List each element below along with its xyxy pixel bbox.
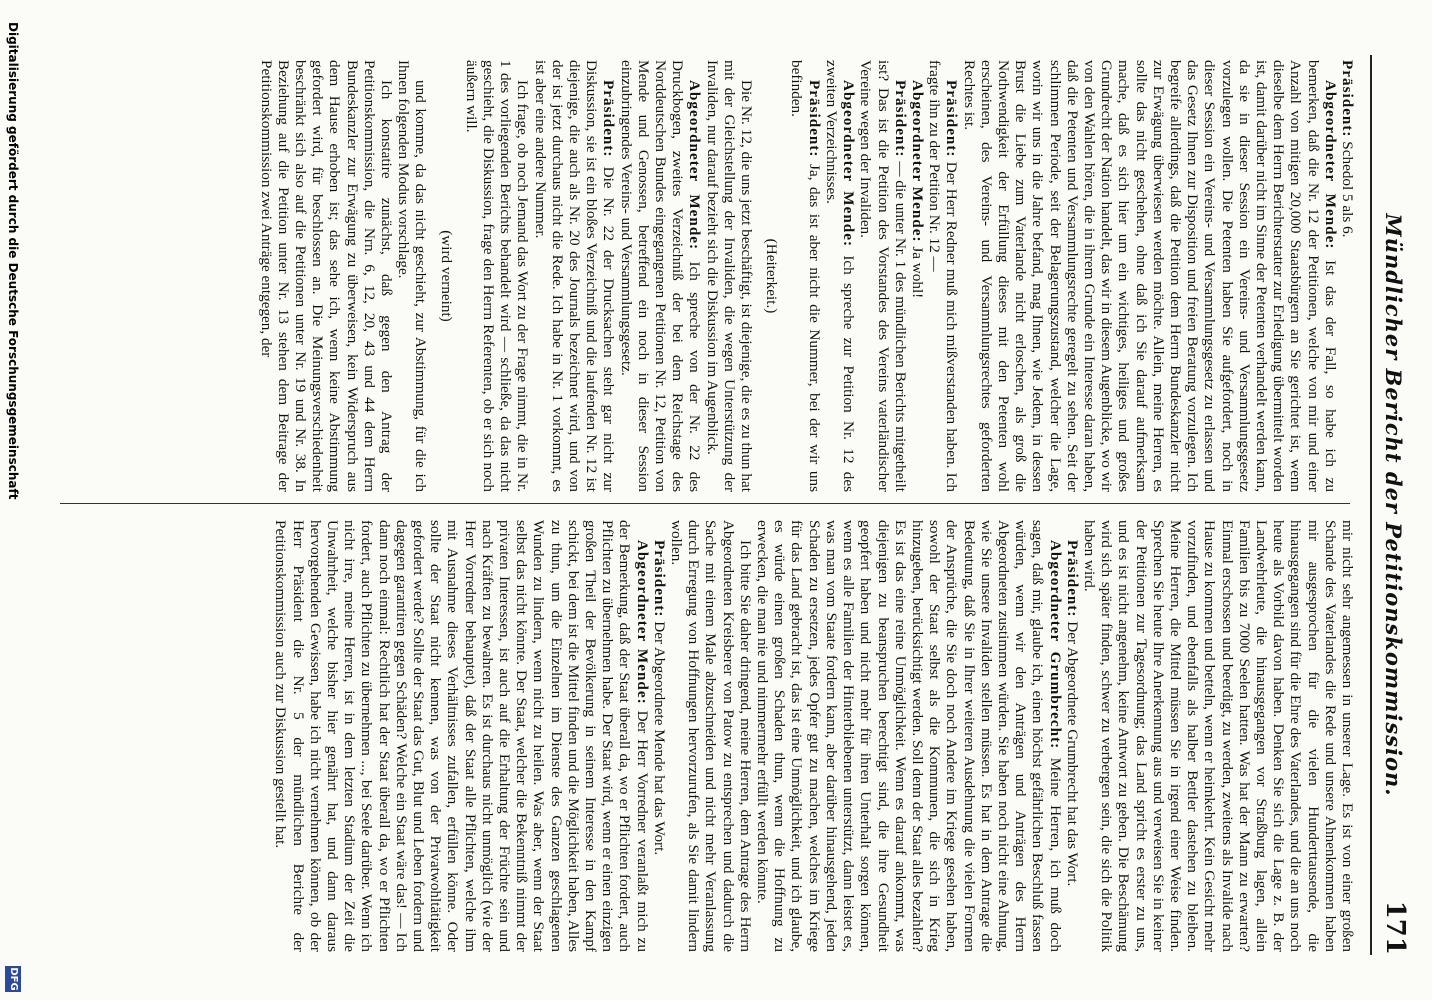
paragraph [909, 60, 926, 492]
paragraph [272, 520, 650, 952]
paragraph [703, 60, 755, 492]
paragraph [668, 520, 754, 952]
paragraph-text: Der Herr Vorredner veranlaßt mich zu der Bemerkung, daß der Staat überall da, wo er Pflichten fordert, auch Pflichten zu übernehmen habe. Der Staat wird, wenn er einen einzigen großen Theil der Bevölkerung in seinem Interesse in den Kampf schickt, bei dem ist die Mittel finden und die Möglichkeit haben, Alles zu thun, um die Einzelnen im Dienste des Ganzen geschlagenen Wunden zu lindern, wenn nicht zu heilen. Was aber, wenn der Staat selbst das nicht könnte. Der Staat, welcher die Bekenntniß nimmt der privaten Interessen, ist auch auf die Erhaltung der Früchte sein und nach Kräften zu bewahren. Es ist durchaus nicht unmöglich (wie der Herr Vorredner behauptet), daß der Staat alle Pflichten, welche ihm mit Ausnahme dieses Verhältnisses zufallen, erfüllen könne. Oder sollte der Staat nicht kennen, was von der Privatwohltätigkeit gefordert werde? Sollte der Staat das Gut, Blut und Leben fordern und dagegen garantiren gegen Schäden? Welche ein Staat wäre das! — Ich dann noch einmal: Rechtlich hat der Staat überall da, wo er Pflichten fordert, auch Pflichten zu übernehmen ..., bei Seele darüber. Wenn ich nicht irre, meine Herren, ist in dem letzten Stadium der Zeit die Unwahrheit, welche bisher hier genährt hat, und dann daraus hervorgehenden Gewissen, habe ich nicht vernehmen können, ob der Herr Präsident die Nr. 5 der mündlichen Berichte der Petitionskommission auch zur Diskussion gestellt hat. [272, 520, 651, 952]
paragraph-text: Der Abgeordnete Mende hat das Wort. [650, 621, 668, 856]
speaker-name: Abgeordneter Grumbrecht: [1046, 540, 1064, 750]
paragraph-text: Ich frage, ob noch Jemand das Wort zu der Frage nimmt, die in Nr. 1 des vorliegenden Berichts behandelt wird — schließe, da das nicht geschieht, die Diskussion, frage den Herrn Referenten, ob er sich noch äußern will. [462, 60, 532, 492]
running-title: Mündlicher Bericht der Petitionskommission. [1381, 213, 1406, 797]
speaker-name: Präsident: [943, 80, 961, 158]
paragraph-text: Meine Herren, ich muß doch sagen, daß mir, glaube ich, einen höchst gefährlichen Beschluß fassen würden, wenn wir den Anträgen und Anträgen des Herrn Abgeordneten zustimmen würden. Sie haben noch nicht eine Ahnung, wie Sie unsere Invaliden stellen müssen. Es hat in dem Antrage die Bedeutung, daß Sie in Ihrer weiteren Ausdehnung die vielen Formen der Ansprüche, die Sie doch noch Andere im Kriege gesehen haben, sowohl der Staat selbst als die Kommunen, die sich in Krieg hinzugeben, berücksichtigt werden. Soll denn der Staat alles bezahlen? Es ist das eine reine Unmöglichkeit. Wenn es darauf ankommt, was diejenigen zu beanspruchen berechtigt sind, die ihre Gesundheit geopfert haben und nicht mehr für ihren Unterhalt sorgen können, wenn es alle Familien der Hinterbliebenen unterstützt, dann leistet es, was man vom Staate fordern kann, aber darüber hinausgehend, jeden Schaden zu ersetzen, jedes Opfer gut zu machen, welches im Kriege für das Land gebracht ist, das ist eine Unmöglichkeit, und ich glaube, es würde einen großen Schaden thun, wenn die Hoffnung zu erwecken, die man nie und nimmermehr erfüllt werden könnte. [754, 520, 1064, 952]
paragraph-text: Die Nr. 22 der Drucksachen steht gar nicht zur Diskussion, sie ist ein bloßes Verzeichniß und die laufenden Nr. 12 ist diejenige, die auch als Nr. 20 des Journals bezeichnet wird, und von der ist jetzt durchaus nicht die Rede. Ich habe in Nr. 1 vorkommt, es ist aber eine andere Nummer. [531, 60, 618, 492]
paragraph [395, 60, 429, 492]
paragraph-text: — die unter Nr. 1 des mündlichen Berichts mitgetheilt ist? Das ist die Petition des Vorstandes des Vereins vaterländischer Vereine wegen der Invaliden. [857, 60, 909, 492]
paragraph-text: Ich spreche von der Nr. 22 des Druckbogen, zweites Verzeichniß der bei dem Reichstage des Norddeutschen Bundes eingegangenen Petitionen Nr. 12, Petition von Mende und Genossen, betreffend ein noch in dieser Session einzubringendes Vereins- und Versammlungsgesetz. [617, 60, 704, 492]
left-text-column [48, 60, 1356, 492]
paragraph-text: Ja wohl! [908, 246, 926, 299]
speaker-name: Abgeordneter Mende: [633, 540, 651, 705]
paragraph [531, 60, 617, 492]
paragraph-text: Der Herr Redner muß mich mißverstanden haben. Ich fragte ihn zu der Petition Nr. 12 — [926, 60, 961, 492]
paragraph [1339, 60, 1356, 492]
paragraph [926, 60, 960, 492]
page-number: 171 [1380, 900, 1410, 955]
speaker-name: Abgeordneter Mende: [686, 80, 704, 251]
paragraph-text: Schedol 5 als 6. [1339, 141, 1356, 238]
paragraph [1081, 520, 1356, 952]
speaker-name: Präsident: [1063, 540, 1081, 618]
paragraph [617, 60, 703, 492]
paragraph-text: Ich bitte Sie daher dringend, meine Herren, dem Antrage des Herrn Abgeordneten Kreisberer von Patow zu entsprechen und dadurch die Sache mit einem Male abzuschneiden und nicht mehr Veranlassung durch Erregung von Hoffnungen hervorzurufen, als Sie damit lindern wollen. [668, 520, 754, 952]
paragraph-text: Ist das der Fall, so habe ich zu bemerken, daß die Nr. 12 der Petitionen, welche von mir und einer Anzahl von mitigen 20,000 Staatsbürgern an Sie gerichtet ist, wenn dieselbe dem Herrn Berichterstatter zur Erledigung übermittelt worden ist, damit darüber nicht im Sinne der Petenten verhandelt werden kann, da sie in dieser Session ein Vereins- und Versammlungsgesetz vorzulegen wollen. Die Petenten haben Sie aufgefordert, noch in dieser Session ein Vereins- und Versammlungsgesetz zu erlassen und das Gesetz Ihnen zur Disposition und freien Beratung vorzulegen. Ich begreife allerdings, daß die Petition dem Herrn Bundeskanzler nicht zur Erwägung überwiesen werden möchte. Allein, meine Herren, es sollte das nicht geschehen, ohne daß ich Sie darauf aufmerksam mache, daß es sich hier um ein wichtiges, heiliges und großes Grundrecht der Nation handelt, das wir in diesem Augenblicke, wo wir von den Wahlen hören, die in ihrem Grunde ein Interesse daran haben, daß die Petenten und Versammlungsrechte geregelt zu sehen. Seit der schlimmen Periode, seit der Belagerungszustand, welcher die Lage, worin wir uns in die Jahre befand, mag Ihnen, wie Jedem, in dessen Brust die Liebe zum Vaterlande nicht erloschen, als groß die Nothwendigkeit der Erfüllung dieses mit den Petenten wohl erscheinen, des Vereins- und Versammlungsrechtes geforderten Rechtes ist. [960, 60, 1339, 492]
paragraph [754, 520, 1064, 952]
page-header [1360, 55, 1414, 955]
paragraph-text: Die Nr. 12, die uns jetzt beschäftigt, ist diejenige, die es zu thun hat mit der Gleichstellung der Invaliden, die wegen Unterstützung der Invaliden, nur darauf bezieht sich die Diskussion im Augenblick. [703, 60, 756, 492]
speaker-name: Präsident: [650, 540, 668, 618]
paragraph-text: mir nicht sehr angemessen in unserer Lage. Es ist von einer großen Schande des Vaterlandes die Rede und unsere Ahnenkommen haben mir ausgesprochen für die vielen Hunderttausende, die hinausgegangen sind für die Ehre des Vaterlandes, und die an uns noch heute als Vorbild davon haben. Denken Sie sich die Lage z. B. der Landwehrleute, die hinausgegangen vor Straßburg lagen, allein Familien bis zu 7000 Seelen hatten. Was hat der Mann zu erwarten? Einmal erschossen und beerdigt, zu werden, zweitens als Invalide nach Hause zu kommen und betteln, wenn er heimkehrt. Kein Gesicht mehr vorzufinden, und ebenfalls als halber Bettler dastehen zu bleiben. Meine Herren, die Mittel müssen Sie in irgend einer Weise finden. Sprechen Sie heute Ihre Anerkennung aus und verweisen Sie in keiner der Petitionen zur Tagesordnung; das Land spricht es erster zu uns, und es ist nicht angenehm, keine Antwort zu geben. Die Beschämung wird sich später finden, schwer zu verbergen sein, die sich die Politik haben wird. [1080, 520, 1356, 952]
dfg-logo: DFG [5, 966, 21, 992]
speaker-name: Präsident: [600, 80, 618, 158]
page-footer [0, 0, 24, 1000]
speaker-name: Präsident: [1339, 60, 1356, 138]
stage-direction: (Heiterkeit.) [763, 238, 781, 314]
paragraph-text: Ich spreche zur Petition Nr. 12 des zweiten Verzeichnisses. [822, 60, 858, 492]
speaker-name: Präsident: [805, 80, 823, 158]
column-divider [60, 503, 1350, 504]
stage-direction: (wird verneint) [437, 230, 455, 322]
paragraph [960, 60, 1338, 492]
paragraph [257, 60, 395, 492]
right-text-column [48, 520, 1356, 952]
speaker-name: Abgeordneter Mende: [1321, 80, 1339, 250]
header-rule [1370, 55, 1372, 955]
paragraph-text: Ich konstatire zunächst, daß gegen den Antrag der Petitionskommission, die Nrn. 6, 12, 20, 43 und 44 dem Herrn Bundeskanzler zur Erwägung zu überweisen, kein Widerspruch aus dem Hause erhoben ist; das sehe ich, wenn keine Abstimmung gefordert wird, für beschlossen an. Die Meinungsverschiedenheit beschränkt sich also auf die Petitionen unter Nr. 19 und Nr. 38. In Beziehung auf die Petition unter Nr. 13 stehen dem Beitrage der Petitionskommission zwei Anträge entgegen, der [257, 60, 396, 492]
paragraph [823, 60, 857, 492]
speaker-name: Abgeordneter Mende: [908, 80, 926, 243]
paragraph-text: Ja, das ist aber nicht die Nummer, bei der wir uns befinden. [788, 60, 823, 492]
paragraph [463, 60, 532, 492]
paragraph [788, 60, 822, 492]
paragraph [651, 520, 668, 952]
speaker-name: Abgeordneter Mende: [840, 80, 858, 248]
paragraph-text: Der Abgeordnete Grumbrecht hat das Wort. [1063, 621, 1081, 887]
speaker-name: Präsident: [891, 80, 909, 158]
paragraph [857, 60, 909, 492]
paragraph [1064, 520, 1081, 952]
paragraph-text: und komme, da das nicht geschieht, zur Abstimmung, für die ich Ihnen folgenden Modus vorschlage. [395, 60, 430, 492]
digitization-credit: Digitalisierung gefördert durch die Deutsche Forschungsgemeinschaft [6, 22, 20, 500]
